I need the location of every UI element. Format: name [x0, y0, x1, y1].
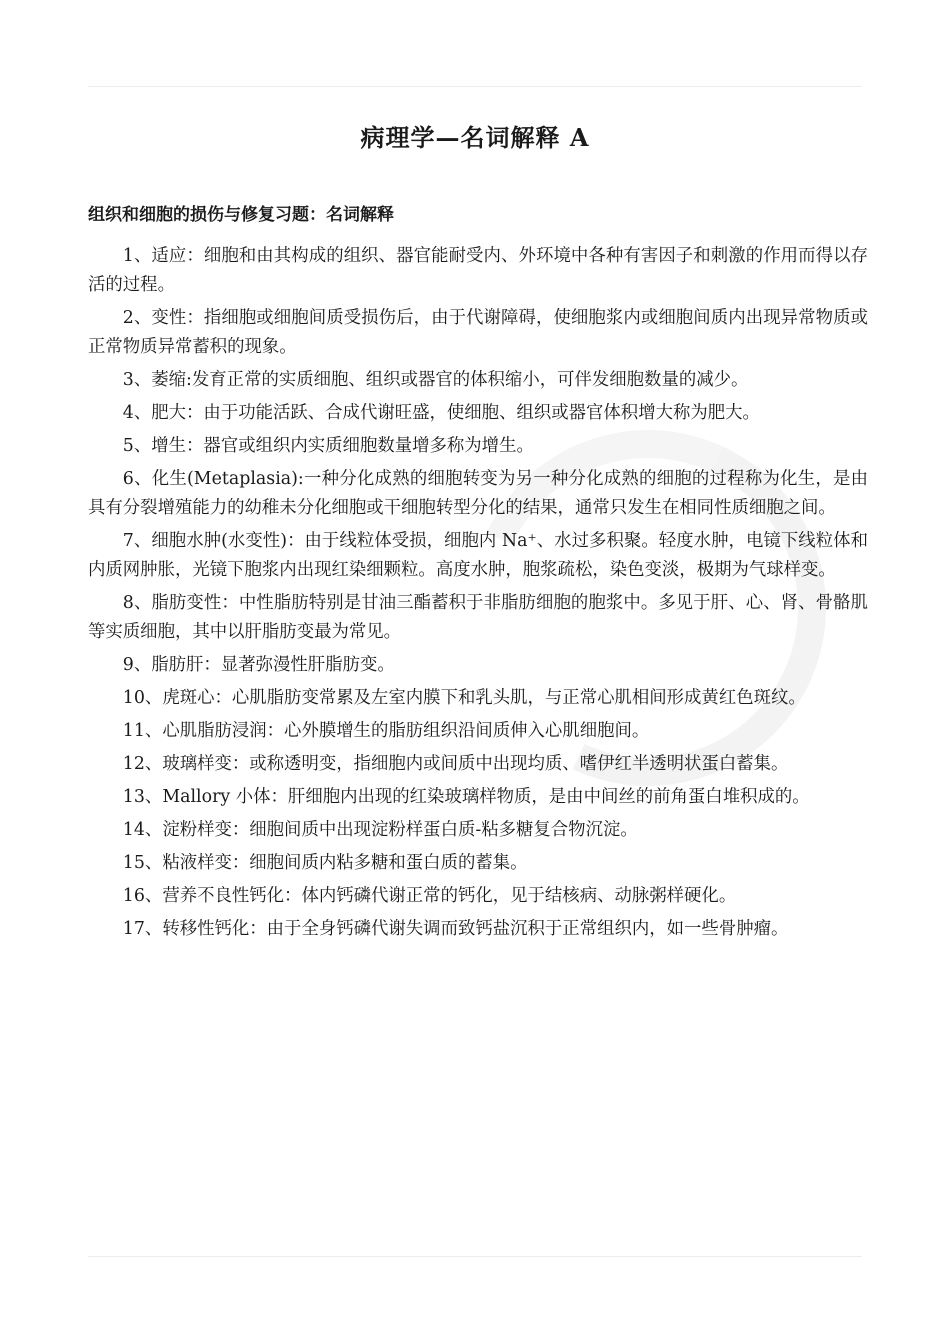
term-item: 2、变性：指细胞或细胞间质受损伤后，由于代谢障碍，使细胞浆内或细胞间质内出现异常物质或正常物质异常蓄积的现象。: [88, 308, 868, 357]
term-item: 13、Mallory 小体：肝细胞内出现的红染玻璃样物质，是由中间丝的前角蛋白堆积成的。: [122, 787, 810, 807]
term-item: 5、增生：器官或组织内实质细胞数量增多称为增生。: [122, 436, 534, 456]
bottom-divider: [88, 1256, 862, 1257]
term-item: 15、粘液样变：细胞间质内粘多糖和蛋白质的蓄集。: [122, 853, 528, 873]
term-item: 3、萎缩:发育正常的实质细胞、组织或器官的体积缩小，可伴发细胞数量的减少。: [122, 370, 749, 390]
term-item: 9、脂肪肝：显著弥漫性肝脂肪变。: [122, 655, 395, 675]
term-item: 12、玻璃样变：或称透明变，指细胞内或间质中出现均质、嗜伊红半透明状蛋白蓄集。: [122, 754, 789, 774]
term-item: 16、营养不良性钙化：体内钙磷代谢正常的钙化，见于结核病、动脉粥样硬化。: [122, 886, 737, 906]
term-item: 8、脂肪变性：中性脂肪特别是甘油三酯蓄积于非脂肪细胞的胞浆中。多见于肝、心、肾、骨骼肌等实质细胞，其中以肝脂肪变最为常见。: [88, 593, 868, 642]
term-item: 4、肥大：由于功能活跃、合成代谢旺盛，使细胞、组织或器官体积增大称为肥大。: [122, 403, 760, 423]
term-item: 14、淀粉样变：细胞间质中出现淀粉样蛋白质-粘多糖复合物沉淀。: [122, 820, 638, 840]
section-heading: 组织和细胞的损伤与修复习题：名词解释: [88, 205, 394, 225]
top-divider: [88, 86, 862, 87]
term-item: 17、转移性钙化：由于全身钙磷代谢失调而致钙盐沉积于正常组织内，如一些骨肿瘤。: [122, 919, 789, 939]
term-item: 1、适应：细胞和由其构成的组织、器官能耐受内、外环境中各种有害因子和刺激的作用而得以存活的过程。: [88, 246, 868, 295]
term-item: 11、心肌脂肪浸润：心外膜增生的脂肪组织沿间质伸入心肌细胞间。: [122, 721, 650, 741]
term-item: 10、虎斑心：心肌脂肪变常累及左室内膜下和乳头肌，与正常心肌相间形成黄红色斑纹。: [122, 688, 806, 708]
term-list: [88, 242, 868, 948]
term-item: 6、化生(Metaplasia):一种分化成熟的细胞转变为另一种分化成熟的细胞的过程称为化生，是由具有分裂增殖能力的幼稚未分化细胞或干细胞转型分化的结果，通常只发生在相同性质细胞之间。: [88, 469, 868, 518]
term-item: 7、细胞水肿(水变性)：由于线粒体受损，细胞内 Na⁺、水过多积聚。轻度水肿，电镜下线粒体和内质网肿胀，光镜下胞浆内出现红染细颗粒。高度水肿，胞浆疏松，染色变淡，极期为气球样变。: [88, 531, 868, 580]
page-title: 病理学—名词解释 A: [360, 123, 590, 152]
